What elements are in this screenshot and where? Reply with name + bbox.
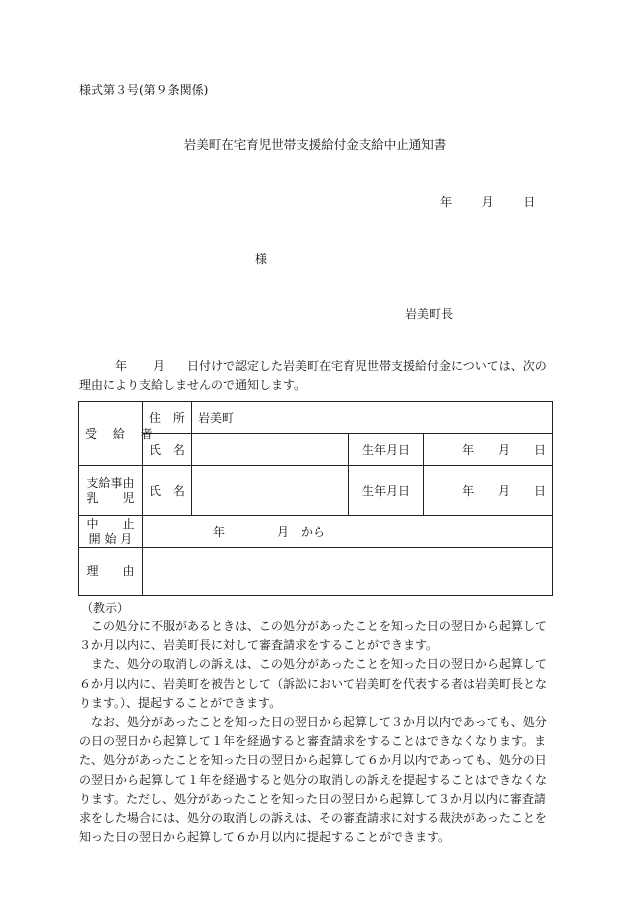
stop-year: 年 [213, 525, 226, 539]
recipient-birth-day: 日 [534, 443, 547, 457]
issue-date-day: 日 [523, 195, 536, 209]
child-label-line2: 乳 児 [86, 490, 135, 505]
notes-paragraph: この処分に不服があるときは、この処分があったことを知った日の翌日から起算して３か月以内に、岩美町長に対して審査請求をすることができます。 [79, 619, 547, 653]
child-label [79, 466, 143, 516]
recipient-name-label: 氏 名 [143, 434, 192, 466]
table-row [79, 548, 553, 596]
notes-paragraph: なお、処分があったことを知った日の翌日から起算して３か月以内であっても、処分の日の翌日から起算して１年を経過すると審査請求をすることはできなくなります。また、処分があったことを知った日の翌日から起算して６か月以内であっても、処分の日の翌日から起算して１年を経過すると処分の取消しの訴えを提起することはできなくなります。ただし、処分があったことを知った日の翌日から起算して３か月以内に審査請求をした場合には、処分の取消しの訴えは、その審査請求に対する裁決があったことを知った日の翌日から起算して６か月以内に提起することができます。 [79, 715, 548, 845]
address-value: 岩美町 [192, 402, 553, 434]
notes-heading: （教示） [81, 601, 130, 615]
child-name-value [192, 466, 349, 516]
address-label: 住 所 [143, 402, 192, 434]
stop-label-line1: 中 止 [86, 516, 135, 531]
child-birth-year: 年 [461, 484, 474, 498]
table-row [79, 466, 553, 516]
recipient-name-value [192, 434, 349, 466]
notice-table [78, 401, 553, 596]
issue-date [440, 193, 535, 210]
child-birthdate-value [424, 466, 553, 516]
recipient-birth-year: 年 [461, 443, 474, 457]
recipient-birthdate-value [424, 434, 553, 466]
intro-paragraph [79, 357, 551, 395]
stop-label-line2: 開 始 月 [88, 531, 133, 546]
child-name-label: 氏 名 [143, 466, 192, 516]
stop-month: 月 [277, 525, 290, 539]
child-birth-month: 月 [498, 484, 511, 498]
issuer-name: 岩美町長 [405, 307, 454, 321]
table-row [79, 516, 553, 548]
child-birthdate-label: 生年月日 [349, 466, 424, 516]
issue-date-month: 月 [481, 195, 494, 209]
reason-value [143, 548, 553, 596]
document-title: 岩美町在宅育児世帯支援給付金支給中止通知書 [183, 137, 447, 152]
table-row [79, 402, 553, 434]
notes-body [79, 617, 551, 847]
child-label-line1: 支給事由 [86, 475, 135, 490]
recipient-birth-month: 月 [498, 443, 511, 457]
reason-label: 理 由 [79, 548, 143, 596]
intro-month: 月 [153, 359, 166, 373]
recipient-label: 受 給 者 [79, 402, 143, 466]
recipient-birthdate-label: 生年月日 [349, 434, 424, 466]
issue-date-year: 年 [440, 195, 453, 209]
stop-month-label [79, 516, 143, 548]
stop-from: から [301, 525, 326, 539]
stop-month-value [143, 516, 553, 548]
addressee-suffix: 様 [255, 252, 268, 266]
intro-text: 日付けで認定した岩美町在宅育児世帯支援給付金については、次の理由により支給しませんので通知します。 [79, 359, 547, 392]
intro-year: 年 [115, 359, 128, 373]
notes-paragraph: また、処分の取消しの訴えは、この処分があったことを知った日の翌日から起算して６か月以内に、岩美町を被告として（訴訟において岩美町を代表する者は岩美町長となります。）、提起することができます。 [79, 657, 548, 710]
form-number: 様式第３号(第９条関係) [79, 83, 209, 97]
child-birth-day: 日 [534, 484, 547, 498]
